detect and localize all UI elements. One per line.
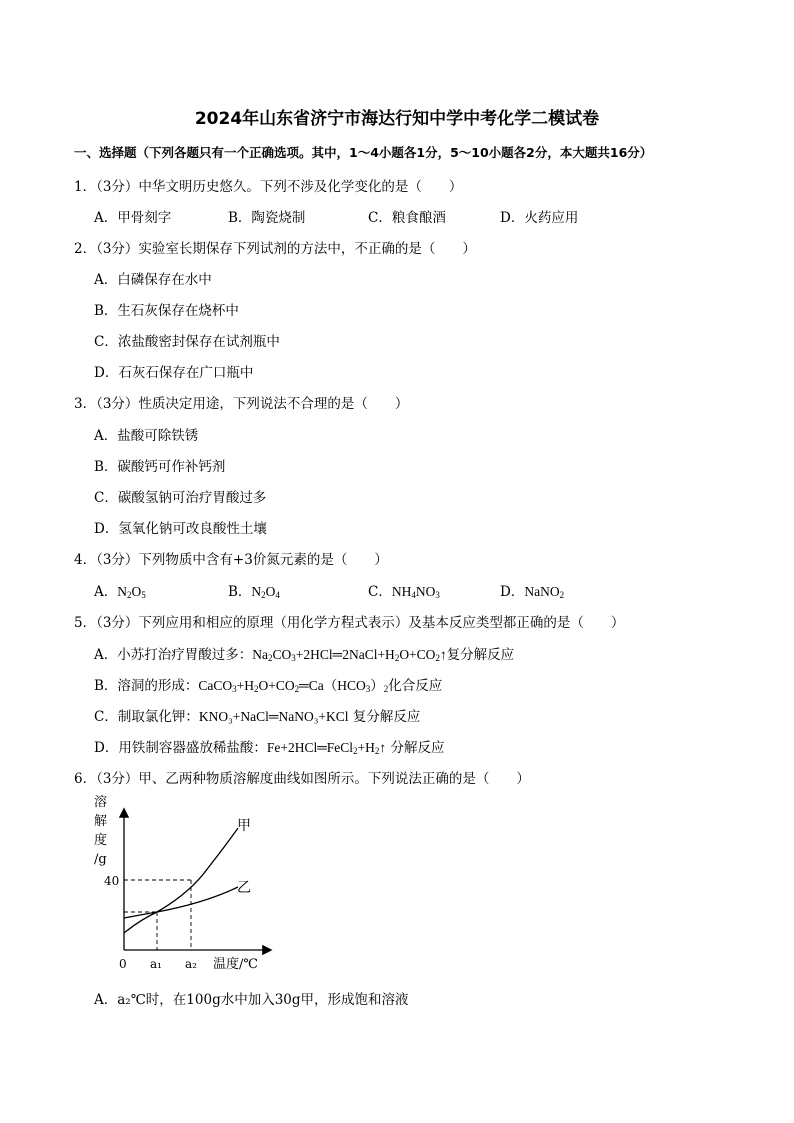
solubility-graph <box>80 790 280 980</box>
q2-option-c: C．浓盐酸密封保存在试剂瓶中 <box>94 334 280 350</box>
curve-jia <box>124 828 238 933</box>
q1-option-b: B．陶瓷烧制 <box>228 210 306 226</box>
q2-option-d: D．石灰石保存在广口瓶中 <box>94 365 254 381</box>
curve-jia-label: 甲 <box>237 818 251 834</box>
y-axis-label-2: 解 <box>94 814 108 829</box>
q5-option-a: A．小苏打治疗胃酸过多：$Na_2CO_3+2HCl═2NaCl+H_2O+CO_2↑$复分解反应 <box>94 647 515 663</box>
q1-option-a: A．甲骨刻字 <box>94 210 172 226</box>
y-axis-label-1: 溶 <box>94 795 108 810</box>
curve-yi <box>124 887 238 918</box>
q4-option-b: B．$N_2O_4$ <box>228 584 280 600</box>
question-2: 2．（3分）实验室长期保存下列试剂的方法中，不正确的是（ ） <box>74 241 476 257</box>
y-axis-label-4: /g <box>94 852 107 867</box>
q6-option-a: A．a₂℃时，在100g水中加入30g甲，形成饱和溶液 <box>94 992 409 1008</box>
q1-option-c: C．粮食酿酒 <box>368 210 446 226</box>
curve-yi-label: 乙 <box>237 880 251 896</box>
question-6: 6．（3分）甲、乙两种物质溶解度曲线如图所示。下列说法正确的是（ ） <box>74 771 530 787</box>
question-4: 4．（3分）下列物质中含有+3价氮元素的是（ ） <box>74 552 388 568</box>
q3-option-c: C．碳酸氢钠可治疗胃酸过多 <box>94 490 267 506</box>
page-title: 2024年山东省济宁市海达行知中学中考化学二模试卷 <box>194 109 600 129</box>
q5-option-b: B．溶洞的形成：$CaCO_3+H_2O+CO_2═Ca(HCO_3)_2$化合反应 <box>94 678 443 694</box>
x-tick-a2: a₂ <box>185 957 197 971</box>
question-3: 3．（3分）性质决定用途，下列说法不合理的是（ ） <box>74 396 409 412</box>
q3-option-d: D．氢氧化钠可改良酸性土壤 <box>94 521 267 537</box>
q5-option-d: D．用铁制容器盛放稀盐酸：$Fe+2HCl═FeCl_2+H_2↑$ 分解反应 <box>94 740 445 756</box>
y-axis-label-3: 度 <box>94 833 108 848</box>
x-axis-label: 温度/℃ <box>213 957 258 972</box>
q1-option-d: D．火药应用 <box>500 210 579 226</box>
section-heading: 一、选择题（下列各题只有一个正确选项。其中，1～4小题各1分，5～10小题各2分，本大题共16分） <box>74 145 653 160</box>
q2-option-a: A．白磷保存在水中 <box>94 272 212 288</box>
q4-option-a: A．$N_2O_5$ <box>94 584 146 600</box>
q2-option-b: B．生石灰保存在烧杯中 <box>94 303 239 319</box>
x-tick-a1: a₁ <box>150 957 162 971</box>
q4-option-d: D．NaNO$_2$ <box>500 584 565 600</box>
question-1: 1．（3分）中华文明历史悠久。下列不涉及化学变化的是（ ） <box>74 179 463 195</box>
q4-option-c: C．$NH_4NO_3$ <box>368 584 440 600</box>
y-tick-40: 40 <box>104 874 120 888</box>
origin-label: 0 <box>119 957 127 971</box>
q3-option-b: B．碳酸钙可作补钙剂 <box>94 459 226 475</box>
q5-option-c: C．制取氯化钾：KNO₃+NaCl═NaNO₃+KCl 复分解反应 <box>94 709 421 725</box>
q3-option-a: A．盐酸可除铁锈 <box>94 428 199 444</box>
question-5: 5．（3分）下列应用和相应的原理（用化学方程式表示）及基本反应类型都正确的是（ ） <box>74 615 625 631</box>
